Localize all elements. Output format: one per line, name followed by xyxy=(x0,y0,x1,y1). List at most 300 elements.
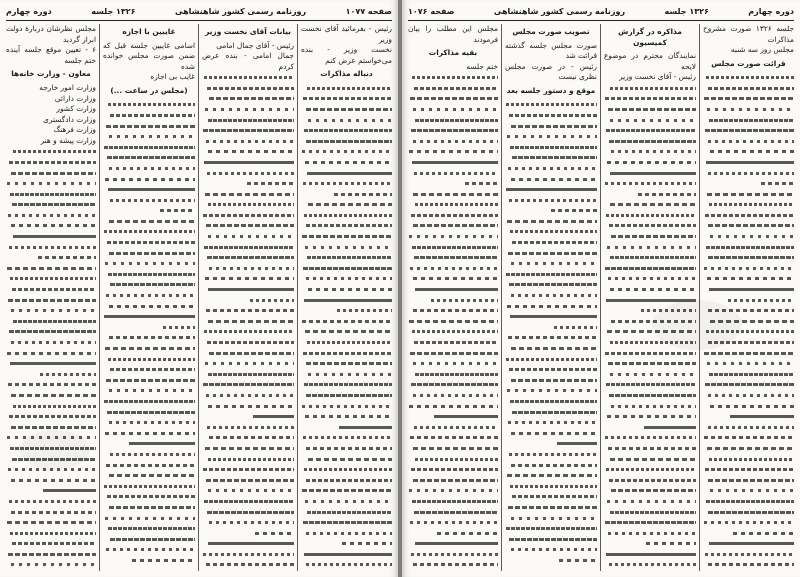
left-col1-para-2: ۶ - تعیین موقع جلسه آینده ختم جلسه xyxy=(6,45,96,65)
text-line xyxy=(604,94,696,105)
text-line xyxy=(703,125,794,136)
text-line xyxy=(301,125,392,136)
right-column-1 xyxy=(408,24,498,571)
text-line xyxy=(604,464,696,475)
text-line xyxy=(505,534,597,545)
text-line xyxy=(505,343,597,354)
text-line xyxy=(103,555,195,566)
right-col2-heading: تصویب صورت مجلس xyxy=(512,27,590,36)
text-line xyxy=(505,439,597,450)
text-line xyxy=(301,94,392,105)
text-line xyxy=(408,274,498,285)
text-line xyxy=(408,560,498,571)
text-line xyxy=(301,390,392,401)
right-col3-para-1: نمایندگان محترم در موضوع لایحه xyxy=(604,51,696,71)
text-line xyxy=(505,354,597,365)
text-line xyxy=(505,470,597,481)
text-line xyxy=(301,157,392,168)
text-line xyxy=(703,433,794,444)
text-line xyxy=(703,528,794,539)
text-line xyxy=(6,390,96,401)
right-header-rule xyxy=(408,20,794,21)
text-line xyxy=(703,147,794,158)
text-line xyxy=(202,221,294,232)
text-line xyxy=(6,157,96,168)
text-line xyxy=(202,104,294,115)
text-line xyxy=(703,157,794,168)
text-line xyxy=(604,507,696,518)
text-line xyxy=(505,513,597,524)
text-line xyxy=(202,496,294,507)
left-col4-heading: دنباله مذاکرات xyxy=(320,69,373,79)
text-line xyxy=(6,337,96,348)
text-line xyxy=(103,110,195,121)
text-line xyxy=(604,433,696,444)
right-newspaper-title: روزنامه رسمی کشور شاهنشاهی xyxy=(493,6,626,16)
text-line xyxy=(408,125,498,136)
text-line xyxy=(703,464,794,475)
text-line xyxy=(703,200,794,211)
text-line xyxy=(202,263,294,274)
text-line xyxy=(703,72,794,83)
text-line xyxy=(408,115,498,126)
text-line xyxy=(202,125,294,136)
text-line xyxy=(103,248,195,259)
text-line xyxy=(202,200,294,211)
column-rule xyxy=(600,24,601,571)
text-line xyxy=(202,231,294,242)
text-line xyxy=(301,464,392,475)
left-column-2 xyxy=(103,24,195,571)
right-col1-body-text xyxy=(408,72,498,570)
text-line xyxy=(408,221,498,232)
text-line xyxy=(703,83,794,94)
text-line xyxy=(103,174,195,185)
text-line xyxy=(408,464,498,475)
text-line xyxy=(301,115,392,126)
text-line xyxy=(103,407,195,418)
text-line xyxy=(301,178,392,189)
text-line xyxy=(505,375,597,386)
text-line xyxy=(703,390,794,401)
text-line xyxy=(703,284,794,295)
text-line xyxy=(301,433,392,444)
text-line xyxy=(301,348,392,359)
text-line xyxy=(408,422,498,433)
text-line xyxy=(604,178,696,189)
text-line xyxy=(6,380,96,391)
text-line xyxy=(103,290,195,301)
text-line xyxy=(408,284,498,295)
text-line xyxy=(202,422,294,433)
text-line xyxy=(604,136,696,147)
text-line xyxy=(604,274,696,285)
text-line xyxy=(604,83,696,94)
right-col2-body-text xyxy=(505,100,597,566)
text-line xyxy=(301,305,392,316)
text-line xyxy=(301,284,392,295)
text-line xyxy=(301,369,392,380)
text-line xyxy=(103,142,195,153)
text-line xyxy=(202,157,294,168)
left-col1-list-item: وزارت دادگستری xyxy=(43,114,96,124)
text-line xyxy=(301,454,392,465)
text-line xyxy=(202,284,294,295)
text-line xyxy=(202,454,294,465)
column-rule xyxy=(99,24,100,571)
text-line xyxy=(505,206,597,217)
left-col2-heading: غایبین با اجازه xyxy=(122,27,176,36)
text-line xyxy=(103,163,195,174)
text-line xyxy=(505,100,597,111)
text-line xyxy=(202,401,294,412)
text-line xyxy=(103,343,195,354)
text-line xyxy=(301,168,392,179)
text-line xyxy=(103,280,195,291)
text-line xyxy=(6,147,96,158)
text-line xyxy=(505,492,597,503)
text-line xyxy=(604,284,696,295)
left-page xyxy=(0,0,398,577)
text-line xyxy=(703,210,794,221)
text-line xyxy=(103,460,195,471)
text-line xyxy=(604,168,696,179)
text-line xyxy=(505,460,597,471)
text-line xyxy=(703,369,794,380)
text-line xyxy=(505,248,597,259)
text-line xyxy=(604,539,696,550)
text-line xyxy=(6,401,96,412)
text-line xyxy=(703,274,794,285)
text-line xyxy=(202,252,294,263)
left-col4-para-2: نخست وزیر - بنده می‌خواستم عرض کنم xyxy=(301,45,392,65)
left-col1-body-text xyxy=(6,147,96,571)
text-line xyxy=(408,496,498,507)
text-line xyxy=(301,242,392,253)
text-line xyxy=(103,534,195,545)
text-line xyxy=(202,539,294,550)
text-line xyxy=(6,549,96,560)
text-line xyxy=(408,147,498,158)
text-line xyxy=(703,94,794,105)
text-line xyxy=(301,147,392,158)
text-line xyxy=(103,121,195,132)
right-col4-heading: قرائت صورت مجلس xyxy=(711,58,786,68)
right-col1-para-1: مجلس این مطلب را بیان فرمودند xyxy=(408,24,498,44)
text-line xyxy=(505,216,597,227)
text-line xyxy=(103,100,195,111)
text-line xyxy=(301,380,392,391)
left-page-number: صفحه ۱۰۷۷ xyxy=(345,6,392,16)
left-col1-list-item: وزارت کشور xyxy=(56,104,96,114)
right-col2-para-1: صورت مجلس جلسه گذشته قرائت شد xyxy=(505,40,597,61)
text-line xyxy=(703,242,794,253)
text-line xyxy=(408,549,498,560)
text-line xyxy=(505,407,597,418)
text-line xyxy=(408,305,498,316)
text-line xyxy=(505,184,597,195)
right-col4-para-1: جلسه ۱۳۲۶ صورت مشروح مذاکرات xyxy=(703,24,794,44)
left-col1-list-item: وزارت دارائی xyxy=(54,93,96,103)
text-line xyxy=(301,475,392,486)
text-line xyxy=(202,507,294,518)
left-col3-para-2: جمال امامی - بنده عرض کردم xyxy=(202,51,294,71)
text-line xyxy=(103,545,195,556)
text-line xyxy=(703,252,794,263)
text-line xyxy=(703,178,794,189)
text-line xyxy=(408,136,498,147)
text-line xyxy=(703,358,794,369)
right-edition: دوره چهارم xyxy=(748,6,794,16)
text-line xyxy=(202,390,294,401)
text-line xyxy=(703,115,794,126)
text-line xyxy=(505,174,597,185)
text-line xyxy=(301,231,392,242)
text-line xyxy=(408,72,498,83)
left-col1-list-item: وزارت پیشه و هنر xyxy=(40,135,96,145)
right-col2-para-2: رئیس - در صورت مجلس نظری نیست xyxy=(505,61,597,82)
text-line xyxy=(604,380,696,391)
left-column-4 xyxy=(301,24,392,571)
left-newspaper-title: روزنامه رسمی کشور شاهنشاهی xyxy=(174,6,307,16)
text-line xyxy=(6,242,96,253)
text-line xyxy=(604,486,696,497)
text-line xyxy=(301,549,392,560)
text-line xyxy=(505,311,597,322)
text-line xyxy=(202,94,294,105)
text-line xyxy=(408,252,498,263)
left-page-header xyxy=(6,4,392,18)
text-line xyxy=(703,549,794,560)
text-line xyxy=(6,221,96,232)
text-line xyxy=(6,486,96,497)
text-line xyxy=(6,369,96,380)
text-line xyxy=(6,168,96,179)
text-line xyxy=(301,401,392,412)
text-line xyxy=(301,327,392,338)
text-line xyxy=(408,337,498,348)
text-line xyxy=(408,200,498,211)
text-line xyxy=(202,72,294,83)
text-line xyxy=(703,189,794,200)
right-session: ۱۳۲۶ جلسه xyxy=(664,6,709,16)
text-line xyxy=(6,305,96,316)
left-col1-para-1: مجلس نظرشان دربارهٔ دولت ابراز گردید xyxy=(6,24,96,44)
text-line xyxy=(202,443,294,454)
text-line xyxy=(505,428,597,439)
text-line xyxy=(604,411,696,422)
text-line xyxy=(202,327,294,338)
text-line xyxy=(103,153,195,164)
text-line xyxy=(505,153,597,164)
text-line xyxy=(301,422,392,433)
text-line xyxy=(301,560,392,571)
text-line xyxy=(703,507,794,518)
left-col2-para-2: غایب بی اجازه xyxy=(150,72,195,82)
text-line xyxy=(505,545,597,556)
text-line xyxy=(6,295,96,306)
left-col3-body-text xyxy=(202,72,294,570)
text-line xyxy=(301,358,392,369)
text-line xyxy=(103,354,195,365)
text-line xyxy=(703,486,794,497)
right-col1-para-2: ختم جلسه xyxy=(466,61,498,71)
text-line xyxy=(103,301,195,312)
text-line xyxy=(6,210,96,221)
text-line xyxy=(604,549,696,560)
text-line xyxy=(408,231,498,242)
text-line xyxy=(301,411,392,422)
text-line xyxy=(604,263,696,274)
text-line xyxy=(408,539,498,550)
text-line xyxy=(6,358,96,369)
text-line xyxy=(202,348,294,359)
text-line xyxy=(604,528,696,539)
text-line xyxy=(505,131,597,142)
text-line xyxy=(604,115,696,126)
right-col1-heading: بقیه مذاکرات xyxy=(428,48,478,58)
text-line xyxy=(202,305,294,316)
text-line xyxy=(202,464,294,475)
text-line xyxy=(703,560,794,571)
text-line xyxy=(301,104,392,115)
text-line xyxy=(6,496,96,507)
text-line xyxy=(6,284,96,295)
text-line xyxy=(103,333,195,344)
text-line xyxy=(505,481,597,492)
text-line xyxy=(202,189,294,200)
text-line xyxy=(6,316,96,327)
text-line xyxy=(408,369,498,380)
text-line xyxy=(103,322,195,333)
text-line xyxy=(505,301,597,312)
text-line xyxy=(301,252,392,263)
text-line xyxy=(301,443,392,454)
text-line xyxy=(301,200,392,211)
left-col2-para-1: اسامی غایبین جلسه قبل که ضمن صورت مجلس خوانده شده xyxy=(103,40,195,71)
text-line xyxy=(6,348,96,359)
text-line xyxy=(408,475,498,486)
text-line xyxy=(604,390,696,401)
text-line xyxy=(301,528,392,539)
text-line xyxy=(604,189,696,200)
text-line xyxy=(6,475,96,486)
text-line xyxy=(703,454,794,465)
text-line xyxy=(408,189,498,200)
text-line xyxy=(703,380,794,391)
text-line xyxy=(103,258,195,269)
text-line xyxy=(301,83,392,94)
text-line xyxy=(202,178,294,189)
right-column-4 xyxy=(703,24,794,571)
text-line xyxy=(6,517,96,528)
text-line xyxy=(703,263,794,274)
text-line xyxy=(103,428,195,439)
text-line xyxy=(6,231,96,242)
right-page-number: صفحه ۱۰۷۶ xyxy=(408,6,455,16)
text-line xyxy=(604,231,696,242)
text-line xyxy=(408,295,498,306)
column-rule xyxy=(699,24,700,571)
text-line xyxy=(703,104,794,115)
text-line xyxy=(6,200,96,211)
text-line xyxy=(202,358,294,369)
text-line xyxy=(505,502,597,513)
text-line xyxy=(604,496,696,507)
column-rule xyxy=(198,24,199,571)
text-line xyxy=(604,348,696,359)
left-edition: دوره چهارم xyxy=(6,6,52,16)
text-line xyxy=(408,380,498,391)
text-line xyxy=(202,147,294,158)
text-line xyxy=(604,454,696,465)
text-line xyxy=(202,337,294,348)
text-line xyxy=(6,274,96,285)
text-line xyxy=(301,486,392,497)
text-line xyxy=(103,439,195,450)
text-line xyxy=(103,311,195,322)
text-line xyxy=(408,178,498,189)
right-column-3 xyxy=(604,24,696,571)
text-line xyxy=(202,528,294,539)
left-column-3 xyxy=(202,24,294,571)
text-line xyxy=(408,168,498,179)
text-line xyxy=(202,168,294,179)
text-line xyxy=(703,496,794,507)
text-line xyxy=(408,94,498,105)
column-rule xyxy=(297,24,298,571)
text-line xyxy=(103,502,195,513)
text-line xyxy=(408,358,498,369)
paper-smudge xyxy=(20,430,90,470)
text-line xyxy=(604,104,696,115)
text-line xyxy=(103,492,195,503)
text-line xyxy=(505,417,597,428)
text-line xyxy=(408,210,498,221)
text-line xyxy=(103,364,195,375)
text-line xyxy=(703,539,794,550)
text-line xyxy=(6,528,96,539)
text-line xyxy=(408,401,498,412)
text-line xyxy=(604,200,696,211)
text-line xyxy=(505,258,597,269)
text-line xyxy=(408,104,498,115)
text-line xyxy=(202,83,294,94)
left-col4-body-text xyxy=(301,83,392,570)
text-line xyxy=(202,517,294,528)
text-line xyxy=(505,555,597,566)
text-line xyxy=(703,443,794,454)
text-line xyxy=(408,157,498,168)
text-line xyxy=(103,470,195,481)
text-line xyxy=(408,348,498,359)
text-line xyxy=(6,507,96,518)
text-line xyxy=(6,178,96,189)
text-line xyxy=(408,316,498,327)
left-session: ۱۳۲۶ جلسه xyxy=(91,6,136,16)
left-col1-list-item: وزارت امور خارجه xyxy=(39,82,96,92)
text-line xyxy=(202,210,294,221)
text-line xyxy=(301,316,392,327)
text-line xyxy=(202,369,294,380)
text-line xyxy=(604,157,696,168)
text-line xyxy=(301,210,392,221)
text-line xyxy=(505,322,597,333)
text-line xyxy=(301,337,392,348)
text-line xyxy=(604,242,696,253)
text-line xyxy=(505,227,597,238)
text-line xyxy=(408,263,498,274)
